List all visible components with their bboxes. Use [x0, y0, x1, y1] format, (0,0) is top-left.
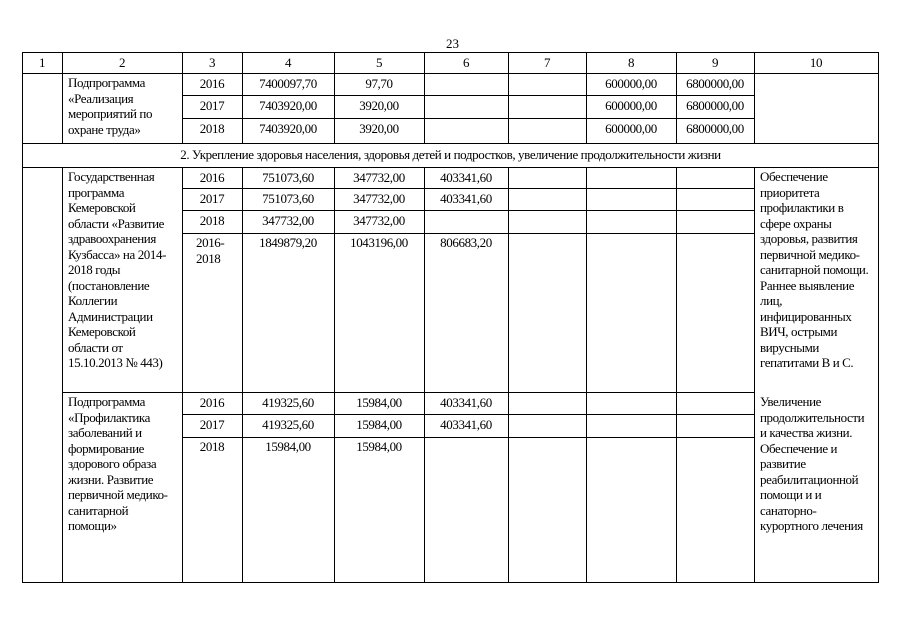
name-line: охране труда»	[68, 121, 141, 137]
name-line: 2018 годы	[68, 262, 121, 277]
name-line: 15.10.2013 № 443)	[68, 355, 163, 370]
rule	[182, 167, 183, 583]
result-line: Раннее выявление	[760, 277, 855, 293]
rule	[182, 437, 754, 438]
cell-c4: 7403920,00	[259, 121, 317, 136]
rule	[182, 210, 754, 211]
name-line: помощи»	[68, 518, 117, 533]
cell-c6: 403341,60	[440, 395, 492, 410]
name-line: мероприятий по	[68, 106, 153, 121]
result-line: ВИЧ, острыми	[760, 324, 838, 339]
col-header: 5	[375, 55, 383, 70]
name-line: первичной медико-	[68, 487, 168, 502]
cell-c5: 15984,00	[356, 417, 402, 432]
rule	[508, 167, 509, 583]
result-line: санитарной помощи.	[760, 262, 869, 277]
year: 2017	[199, 98, 225, 113]
state-program-result	[760, 169, 868, 371]
rule	[22, 143, 879, 144]
cell-c8: 600000,00	[605, 76, 657, 91]
rule	[22, 52, 879, 53]
name-line: области от	[68, 339, 123, 355]
year: 2017	[199, 417, 225, 432]
result-line: Обеспечение	[760, 169, 828, 184]
cell-c6: 403341,60	[440, 417, 492, 432]
result-line: реабилитационной	[760, 471, 859, 487]
program-prevention-name	[68, 394, 168, 534]
cell-c5: 347732,00	[353, 213, 405, 228]
rule	[586, 167, 587, 583]
cell-c4: 347732,00	[262, 213, 314, 228]
col-header: 1	[38, 55, 46, 70]
name-line: Подпрограмма	[68, 75, 146, 90]
cell-c9: 6800000,00	[686, 76, 744, 91]
result-line: помощи и и	[760, 487, 822, 502]
col-header: 10	[809, 55, 823, 70]
year-range	[196, 235, 224, 266]
name-line: Администрации	[68, 308, 153, 324]
result-line: профилактики в	[760, 200, 844, 215]
cell-c4: 419325,60	[262, 395, 314, 410]
name-line: области «Развитие	[68, 215, 165, 231]
cell-c8: 600000,00	[605, 121, 657, 136]
cell-c8: 600000,00	[605, 98, 657, 113]
year: 2016	[199, 170, 225, 185]
year: 2018	[199, 439, 225, 454]
cell-c9: 6800000,00	[686, 121, 744, 136]
name-line: Подпрограмма	[68, 394, 146, 409]
rule	[182, 188, 754, 189]
rule	[22, 52, 23, 583]
col-header: 7	[543, 55, 551, 70]
cell-c5: 347732,00	[353, 191, 405, 206]
cell-c6: 403341,60	[440, 170, 492, 185]
col-header: 9	[711, 55, 719, 70]
rule	[22, 582, 879, 583]
result-line: санаторно-	[760, 502, 817, 518]
name-line: «Реализация	[68, 90, 134, 106]
program-labor-name	[68, 75, 152, 137]
year-line: 2016-	[196, 235, 225, 250]
result-line: Обеспечение и	[760, 440, 838, 456]
section-title: 2. Укрепление здоровья населения, здоровья детей и подростков, увеличение продолжительности жизни	[180, 147, 721, 162]
cell-c4: 7403920,00	[259, 98, 317, 113]
budget-table	[22, 52, 879, 583]
result-line: и качества жизни.	[760, 425, 853, 440]
name-line: Государственная	[68, 169, 155, 184]
year: 2018	[199, 121, 225, 136]
rule	[182, 414, 754, 415]
cell-c5: 3920,00	[359, 121, 399, 136]
rule	[62, 167, 63, 583]
year-line: 2018	[196, 250, 221, 266]
name-line: здравоохранения	[68, 231, 156, 246]
cell-c5: 347732,00	[353, 170, 405, 185]
year: 2018	[199, 213, 225, 228]
col-header: 6	[462, 55, 470, 70]
col-header: 4	[284, 55, 292, 70]
rule	[242, 167, 243, 583]
cell-c4: 7400097,70	[259, 76, 317, 91]
cell-c4: 15984,00	[265, 439, 311, 454]
name-line: программа	[68, 184, 125, 200]
cell-c4: 1849879,20	[259, 235, 317, 250]
name-line: санитарной	[68, 502, 129, 518]
cell-c5: 15984,00	[356, 395, 402, 410]
rule	[22, 73, 879, 74]
rule	[182, 95, 754, 96]
name-line: жизни. Развитие	[68, 471, 154, 487]
col-header: 2	[118, 55, 126, 70]
rule	[334, 167, 335, 583]
col-header: 8	[627, 55, 635, 70]
result-line: развитие	[760, 456, 806, 471]
col-header: 3	[208, 55, 216, 70]
program-prevention-result	[760, 394, 864, 534]
rule	[182, 233, 754, 234]
name-line: здорового образа	[68, 456, 157, 471]
name-line: (постановление	[68, 277, 150, 293]
result-line: курортного лечения	[760, 518, 863, 533]
result-line: продолжительности	[760, 409, 865, 425]
cell-c5: 3920,00	[359, 98, 399, 113]
rule	[182, 118, 754, 119]
result-line: инфицированных	[760, 308, 852, 324]
year: 2017	[199, 191, 225, 206]
result-line: первичной медико-	[760, 246, 860, 262]
cell-c9: 6800000,00	[686, 98, 744, 113]
name-line: Кемеровской	[68, 200, 136, 215]
result-line: гепатитами В и С.	[760, 355, 854, 370]
rule	[754, 167, 755, 583]
result-line: приоритета	[760, 184, 820, 200]
result-line: лиц,	[760, 293, 783, 308]
name-line: Кузбасса» на 2014-	[68, 246, 167, 262]
result-line: Увеличение	[760, 394, 822, 409]
result-line: здоровья, развития	[760, 231, 858, 246]
cell-c6: 403341,60	[440, 191, 492, 206]
name-line: формирование	[68, 440, 145, 456]
rule	[676, 167, 677, 583]
name-line: Коллегии	[68, 293, 118, 308]
rule	[62, 392, 754, 393]
name-line: «Профилактика	[68, 409, 150, 425]
year: 2016	[199, 76, 225, 91]
result-line: вирусными	[760, 339, 819, 355]
cell-c5: 97,70	[365, 76, 393, 91]
result-line: сфере охраны	[760, 215, 832, 231]
cell-c4: 751073,60	[262, 170, 314, 185]
cell-c4: 419325,60	[262, 417, 314, 432]
page-number: 23	[446, 36, 459, 51]
name-line: Кемеровской	[68, 324, 136, 339]
cell-c5: 1043196,00	[350, 235, 408, 250]
cell-c5: 15984,00	[356, 439, 402, 454]
state-program-name	[68, 169, 166, 371]
rule	[22, 167, 879, 168]
name-line: заболеваний и	[68, 425, 142, 440]
year: 2016	[199, 395, 225, 410]
rule	[878, 52, 879, 583]
cell-c6: 806683,20	[440, 235, 492, 250]
cell-c4: 751073,60	[262, 191, 314, 206]
rule	[424, 167, 425, 583]
